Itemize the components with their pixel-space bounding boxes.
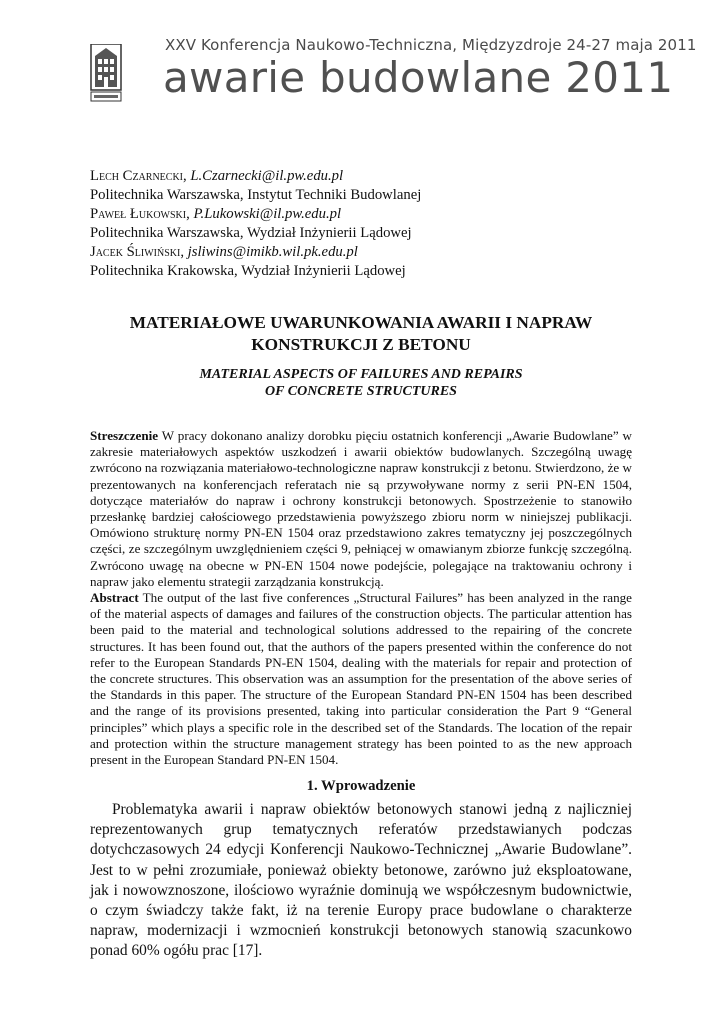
author-name: Lech Czarnecki [90, 168, 183, 184]
abstract-text: W pracy dokonano analizy dorobku pięciu ostatnich konferencji „Awarie Budowlane” w zakresie materiałowych aspektów uszkodzeń i awarii obiektów budowlanych. Szczególną uwagę zwrócono na rozwiązania materiałowo-technologiczne napraw konstrukcji z betonu. Stwierdzono, że w prezentowanych na konferencjach referatach nie są przywoływane normy z serii PN-EN 1504, dotyczące materiałów do napraw i ochrony konstrukcji betonowych. Spostrzeżenie to stanowiło przesłankę bardziej całościowego przedstawienia powyższego zbioru norm w niniejszej publikacji. Omówiono strukturę normy PN-EN 1504 oraz przedstawiono zakres tematyczny jej poszczególnych części, ze szczególnym uwzględnieniem części 9, pełniącej w omawianym zbiorze funkcję szczególną. Zwrócono uwagę na obecne w PN-EN 1504 nowe podejście, polegające na traktowaniu ochrony i napraw jako elementu strategii zarządzania konstrukcją. [90, 428, 632, 589]
author-email: P.Lukowski@il.pw.edu.pl [193, 206, 342, 222]
author-affiliation: Politechnika Warszawska, Instytut Techniki Budowlanej [90, 187, 422, 203]
abstract-polish [90, 428, 632, 590]
author-line: Jacek Śliwiński, jsliwins@imikb.wil.pk.edu.pl [90, 244, 358, 260]
abstract-label: Abstract [90, 590, 139, 605]
author-line: Lech Czarnecki, L.Czarnecki@il.pw.edu.pl [90, 168, 344, 184]
conference-title: awarie budowlane 2011 [163, 53, 674, 102]
author-email: L.Czarnecki@il.pw.edu.pl [190, 168, 344, 184]
title-line: MATERIAL ASPECTS OF FAILURES AND REPAIRS [199, 367, 523, 382]
title-line: OF CONCRETE STRUCTURES [265, 384, 457, 399]
author-name: Jacek Śliwiński [90, 244, 181, 260]
abstract-english [90, 590, 632, 768]
paper-title-polish [90, 312, 632, 356]
title-line: MATERIAŁOWE UWARUNKOWANIA AWARII I NAPRAW [129, 313, 593, 332]
author-affiliation: Politechnika Warszawska, Wydział Inżynierii Lądowej [90, 225, 412, 241]
authors-block [90, 167, 421, 281]
paper-title-english [90, 366, 632, 400]
title-line: KONSTRUKCJI Z BETONU [251, 335, 471, 354]
conference-name: XXV Konferencja Naukowo-Techniczna, Międzyzdroje 24-27 maja 2011 [165, 36, 697, 54]
author-name: Paweł Łukowski [90, 206, 187, 222]
abstract-text: The output of the last five conferences „Structural Failures” has been analyzed in the range of the material aspects of damages and failures of the construction objects. The particular attention has been paid to the material and technological solutions addressed to the repairing of the concrete structures. It has been found out, that the authors of the papers presented within the conference do not refer to the European Standards PN-EN 1504, dealing with the materials for repair and protection of the concrete structures. This observation was an assumption for the presentation of the above series of the Standards in this paper. The structure of the European Standard PN-EN 1504 has been described and the range of its provisions presented, taking into particular consideration the Part 9 “General principles” which plays a specific role in the described set of the Standards. The location of the repair and protection within the structure management strategy has been pointed to as the new approach present in the European Standard PN-EN 1504. [90, 590, 632, 768]
abstract-label: Streszczenie [90, 428, 159, 443]
author-affiliation: Politechnika Krakowska, Wydział Inżynierii Lądowej [90, 263, 406, 279]
section-heading: 1. Wprowadzenie [306, 778, 416, 794]
page-header [0, 0, 721, 110]
body-paragraph: Problematyka awarii i napraw obiektów betonowych stanowi jedną z najliczniej reprezentowanych grup tematycznych referatów przedstawianych podczas dotychczasowych 24 edycji Konferencji Naukowo-Technicznej „Awarie Budowlane”. Jest to w pełni zrozumiałe, ponieważ obiekty betonowe, zarówno już eksploatowane, jak i nowowznoszone, ilościowo wyraźnie dominują we współczesnym budownictwie, o czym świadczy także fakt, iż na terenie Europy prace budowlane o charakterze napraw, modernizacji i wzmocnień konstrukcji betonowych stanowią szacunkowo ponad 60% ogółu prac [17]. [90, 801, 632, 960]
building-logo-icon [90, 44, 122, 102]
author-email: jsliwins@imikb.wil.pk.edu.pl [187, 244, 358, 260]
author-line: Paweł Łukowski, P.Lukowski@il.pw.edu.pl [90, 206, 342, 222]
